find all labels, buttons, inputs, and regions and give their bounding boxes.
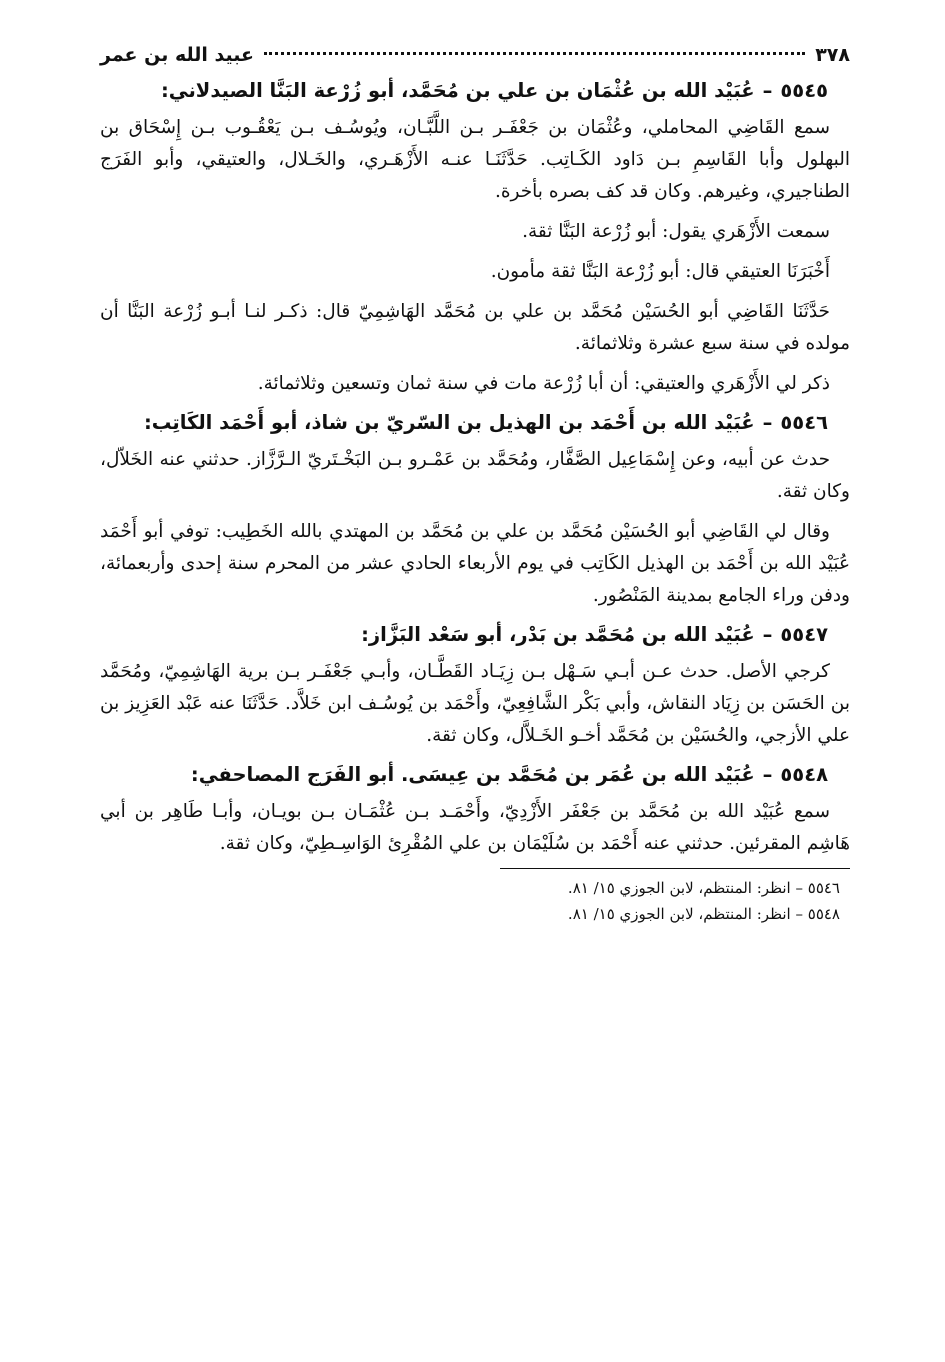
entry-number: ٥٥٤٨ (780, 763, 828, 786)
entry-title: عُبَيْد الله بن عُمَر بن مُحَمَّد بن عِيسَى. أبو الفَرَج المصاحفي: (190, 763, 755, 786)
footnote-rule (500, 868, 850, 869)
biography-entry (100, 76, 850, 400)
entry-number: ٥٥٤٧ (780, 623, 828, 646)
running-title: عبيد الله بن عمر (100, 44, 255, 66)
entry-paragraph: كرجي الأصل. حدث عـن أبـي سَـهْل بـن زِيَـاد القَطَّـان، وأبـي جَعْفَـر بـن برية الهَاشِمِيّ، ومُحَمَّد بن الحَسَن بن زِيَاد النقاش، وأبي بَكْر الشَّافِعِيّ، وأَحْمَد بن يُوسُـف ابن خَلاَّد. حَدَّثَنَا عنه عَبْد العَزِيز بن علي الأزجي، والحُسَيْن بن مُحَمَّد أخـو الخَـلاَّل، وكان ثقة. (100, 661, 850, 746)
entry-heading (100, 760, 850, 790)
footnote: ٥٥٤٨ – انظر: المنتظم، لابن الجوزي ١٥/ ٨١. (567, 905, 840, 923)
entry-title: عُبَيْد الله بن مُحَمَّد بن بَدْر، أبو سَعْد البَزَّاز: (361, 623, 755, 646)
footnote: ٥٥٤٦ – انظر: المنتظم، لابن الجوزي ١٥/ ٨١. (567, 879, 840, 897)
document-page (100, 38, 850, 927)
entry-number: ٥٥٤٦ (780, 411, 828, 434)
entry-paragraph: أَخْبَرَنَا العتيقي قال: أبو زُرْعة البَنَّا ثقة مأمون. (490, 261, 830, 282)
entry-number: ٥٥٤٥ (780, 79, 828, 102)
heading-dash: – (762, 763, 773, 786)
entry-paragraph: سمع عُبَيْد الله بن مُحَمَّد بن جَعْفَر الأَزْدِيّ، وأَحْمَـد بـن عُثْمَـان بـن بويـان، وأبـا طَاهِر بن أبي هَاشِم المقرئين. حدثني عنه أَحْمَد بن سُلَيْمَان بن علي المُقْرِئ الوَاسِـطِيّ، وكان ثقة. (100, 801, 850, 854)
entry-paragraph: ذكر لي الأَزْهَري والعتيقي: أن أبا زُرْعة مات في سنة ثمان وتسعين وثلاثمائة. (257, 373, 830, 394)
leader-dots (264, 52, 805, 55)
entry-paragraph: وقال لي القَاضِي أبو الحُسَيْن مُحَمَّد بن علي بن مُحَمَّد بن المهتدي بالله الخَطِيب: توفي أبو أَحْمَد عُبَيْد الله بن أَحْمَد بن الهذيل الكَاتِب في يوم الأربعاء الحادي عشر من المحرم سنة إحدى وأربعمائة، ودفن وراء الجامع بمدينة المَنْصُور. (100, 521, 850, 606)
entry-paragraph: سمعت الأَزْهَري يقول: أبو زُرْعة البَنَّا ثقة. (522, 221, 830, 242)
heading-dash: – (762, 411, 773, 434)
entry-heading (100, 620, 850, 650)
entry-paragraph: حدث عن أبيه، وعن إِسْمَاعِيل الصَّفَّار، ومُحَمَّد بن عَمْـرو بـن البَخْـتَريّ الـرَّزَّاز. حدثني عنه الخَلاّل، وكان ثقة. (100, 449, 850, 502)
page-number: ٣٧٨ (815, 44, 850, 66)
heading-dash: – (762, 623, 773, 646)
heading-dash: – (762, 79, 773, 102)
entry-title: عُبَيْد الله بن أَحْمَد بن الهذيل بن السّريّ بن شاذ، أبو أَحْمَد الكَاتِب: (143, 411, 755, 434)
biography-entry (100, 620, 850, 752)
entry-paragraph: سمع القَاضِي المحاملي، وعُثْمَان بن جَعْفَـر بـن اللَّبَّـان، ويُوسُـف بـن يَعْقُـوب بـن إِسْحَاق بن البهلول وأبا القَاسِمِ بـن دَاود الكَـاتِب. حَدَّثَنَـا عنـه الأَزْهَـري، والخَـلال، والعتيقي، وأبو الفَرَج الطناجيري، وغيرهم. وكان قد كف بصره بأخرة. (100, 117, 850, 202)
biography-entry (100, 760, 850, 860)
running-head (100, 38, 850, 72)
entry-heading (100, 76, 850, 106)
biography-entry (100, 408, 850, 612)
entry-heading (100, 408, 850, 438)
entry-title: عُبَيْد الله بن عُثْمَان بن علي بن مُحَمَّد، أبو زُرْعة البَنَّا الصيدلاني: (160, 79, 755, 102)
entry-paragraph: حَدَّثَنَا القَاضِي أبو الحُسَيْن مُحَمَّد بن علي بن مُحَمَّد الهَاشِمِيّ قال: ذكـر لنـا أبـو زُرْعة البَنَّا أن مولده في سنة سبع عشرة وثلاثمائة. (100, 301, 850, 354)
